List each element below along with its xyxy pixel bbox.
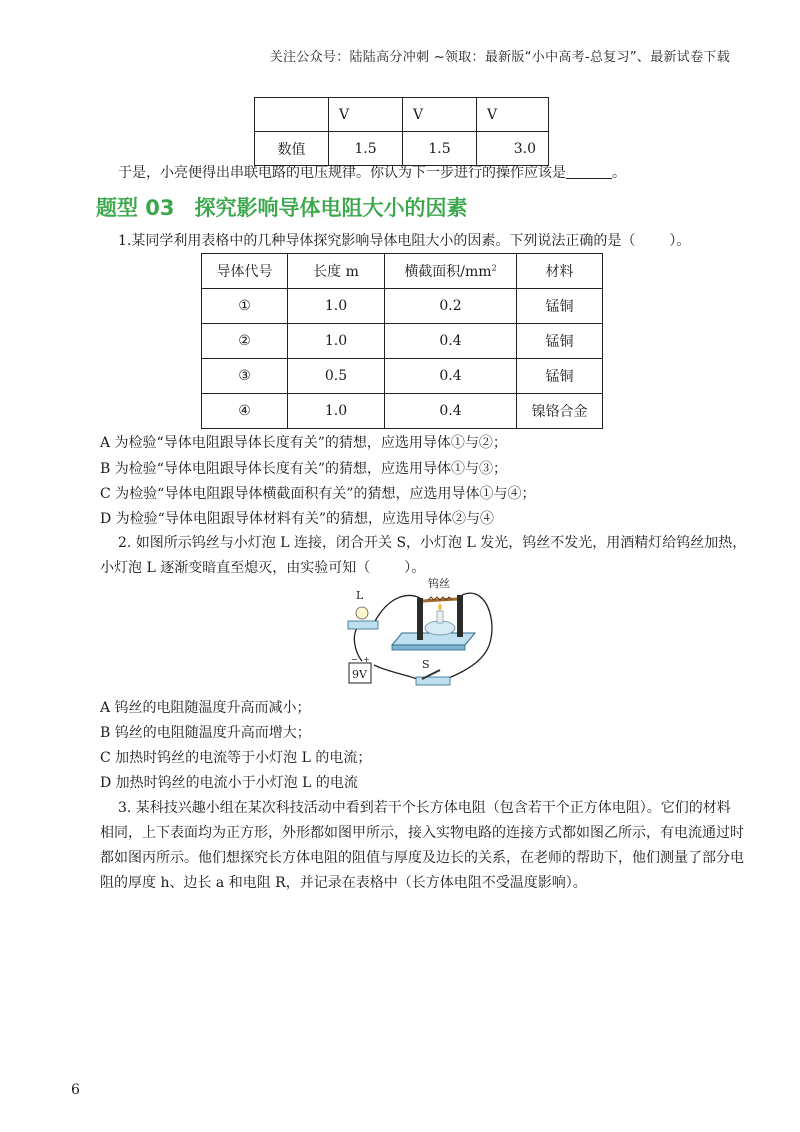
prev-question-before: 于是，小亮便得出串联电路的电压规律。你认为下一步进行的操作应该是 (118, 165, 566, 181)
post-left (417, 598, 423, 640)
table-cell (255, 98, 329, 132)
post-right (457, 595, 463, 637)
page-number: 6 (71, 1082, 80, 1098)
table-cell: ③ (202, 359, 288, 394)
q1-option-a: A 为检验“导体电阻跟导体长度有关”的猜想，应选用导体①与②； (100, 435, 507, 451)
header-cell: 导体代号 (202, 254, 288, 289)
header-area-sup: 2 (491, 263, 497, 273)
q1-option-d: D 为检验“导体电阻跟导体材料有关”的猜想，应选用导体②与④ (100, 511, 494, 527)
bulb-icon (356, 607, 368, 619)
q1-stem-before: 1.某同学利用表格中的几种导体探究影响导体电阻大小的因素。下列说法正确的是（ (118, 233, 636, 249)
q2-option-c: C 加热时钨丝的电流等于小灯泡 L 的电流； (100, 750, 372, 766)
table-cell: 锰铜 (517, 289, 603, 324)
table-cell: 锰铜 (517, 359, 603, 394)
q2-stem-before: 小灯泡 L 逐渐变暗直至熄灭，由实验可知（ (100, 560, 371, 576)
circuit-diagram (340, 573, 500, 695)
label-switch: S (422, 658, 430, 671)
table-cell: ④ (202, 394, 288, 429)
table-cell: V (329, 98, 403, 132)
section-title (96, 192, 468, 222)
label-battery: 9V (352, 668, 367, 681)
q3-line: 都如图丙所示。他们想探究长方体电阻的阻值与厚度及边长的关系，在老师的帮助下，他们测量了部分电 (100, 850, 744, 866)
q2-stem-line1: 2. 如图所示钨丝与小灯泡 L 连接，闭合开关 S，小灯泡 L 发光，钨丝不发光，用酒精灯给钨丝加热， (118, 535, 747, 551)
section-label: 题型 03 (96, 196, 175, 220)
q1-stem (118, 230, 690, 250)
table-cell: 0.4 (385, 394, 517, 429)
table-row (202, 359, 603, 394)
q1-stem-after: ）。 (669, 233, 691, 249)
table-cell: 0.2 (385, 289, 517, 324)
table-cell: V (477, 98, 549, 132)
q3-line: 3. 某科技兴趣小组在某次科技活动中看到若干个长方体电阻（包含若干个正方体电阻）。它们的材料 (118, 800, 731, 816)
q1-option-c: C 为检验“导体电阻跟导体横截面积有关”的猜想，应选用导体①与④； (100, 486, 536, 502)
flame (438, 603, 442, 611)
conductor-table (201, 253, 603, 429)
label-bulb: L (356, 589, 364, 602)
table-row (255, 98, 549, 132)
q1-option-b: B 为检验“导体电阻跟导体长度有关”的猜想，应选用导体①与③； (100, 461, 508, 477)
table-cell: 数值 (255, 132, 329, 166)
label-tungsten: 钨丝 (428, 577, 450, 590)
table-cell: 0.4 (385, 324, 517, 359)
bulb-base (348, 621, 378, 629)
prev-question-text (118, 162, 626, 182)
label-plus: + (363, 655, 370, 664)
table-cell: 3.0 (477, 132, 549, 166)
lamp-wick (437, 611, 443, 623)
table-cell: 1.0 (288, 324, 385, 359)
table-cell: 1.5 (329, 132, 403, 166)
table-cell: 锰铜 (517, 324, 603, 359)
label-minus: − (351, 655, 358, 664)
table-row (255, 132, 549, 166)
table-cell: 1.5 (403, 132, 477, 166)
table-cell: ② (202, 324, 288, 359)
q3-line: 相同，上下表面均为正方形，外形都如图甲所示，接入实物电路的连接方式都如图乙所示，有电流通过时 (100, 825, 744, 841)
stand-base-side (392, 645, 465, 650)
page-header: 关注公众号：陆陆高分冲刺 ~领取：最新版“小中高考-总复习”、最新试卷下载 (269, 50, 730, 65)
q2-option-b: B 钨丝的电阻随温度升高而增大； (100, 725, 311, 741)
table-cell: 0.5 (288, 359, 385, 394)
q2-option-a: A 钨丝的电阻随温度升高而减小； (100, 700, 311, 716)
table-row (202, 324, 603, 359)
header-cell (385, 254, 517, 289)
voltage-table (254, 97, 549, 166)
answer-blank (566, 164, 612, 179)
table-cell: 1.0 (288, 289, 385, 324)
q2-stem-after: ）。 (404, 560, 426, 576)
wire (374, 596, 420, 623)
table-row (202, 394, 603, 429)
wire (374, 665, 422, 681)
header-cell: 长度 m (288, 254, 385, 289)
section-heading: 探究影响导体电阻大小的因素 (194, 196, 468, 220)
table-cell: ① (202, 289, 288, 324)
table-cell: V (403, 98, 477, 132)
header-cell: 材料 (517, 254, 603, 289)
header-area-text: 横截面积/mm (404, 264, 492, 280)
table-cell: 0.4 (385, 359, 517, 394)
prev-question-after: 。 (612, 165, 626, 181)
q2-option-d: D 加热时钨丝的电流小于小灯泡 L 的电流 (100, 775, 358, 791)
table-row (202, 289, 603, 324)
table-cell: 1.0 (288, 394, 385, 429)
q3-line: 阻的厚度 h、边长 a 和电阻 R，并记录在表格中（长方体电阻不受温度影响）。 (100, 875, 587, 891)
table-cell: 镍铬合金 (517, 394, 603, 429)
switch-base (416, 677, 450, 685)
table-header-row (202, 254, 603, 289)
